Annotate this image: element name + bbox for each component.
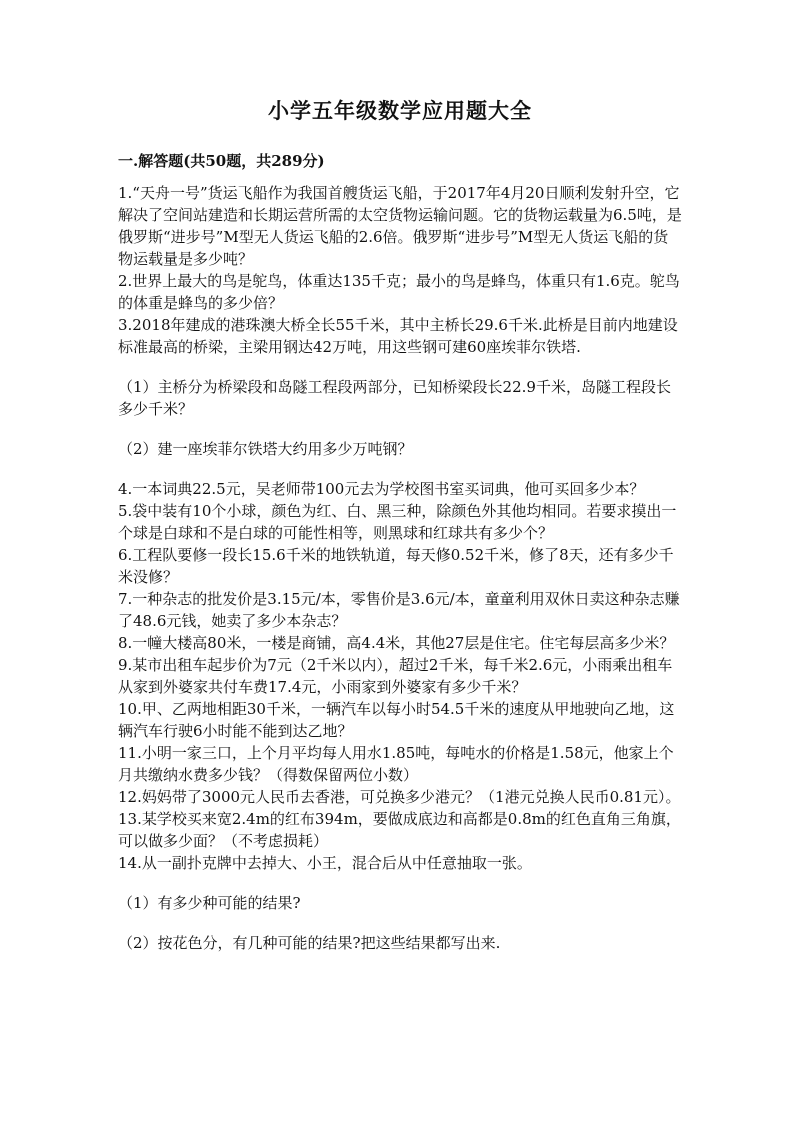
problem-3-sub-question-2: （2）建一座埃菲尔铁塔大约用多少万吨钢？ xyxy=(118,440,413,458)
problem-3-sub-question-1: （1）主桥分为桥梁段和岛隧工程段两部分，已知桥梁段长22.9千米，岛隧工程段长多少千米？ xyxy=(118,378,671,418)
problem-6: 6.工程队要修一段长15.6千米的地铁轨道，每天修0.52千米，修了8天，还有多少千米没修？ xyxy=(118,546,674,586)
problem-4: 4.一本词典22.5元，吴老师带100元去为学校图书室买词典，他可买回多少本？ xyxy=(118,480,645,498)
problem-12: 12.妈妈带了3000元人民币去香港，可兑换多少港元？（1港元兑换人民币0.81元）。 xyxy=(118,788,681,806)
problem-11: 11.小明一家三口，上个月平均每人用水1.85吨，每吨水的价格是1.58元，他家上个月共缴纳水费多少钱？（得数保留两位小数） xyxy=(118,744,674,784)
problem-8: 8.一幢大楼高80米，一楼是商铺，高4.4米，其他27层是住宅。住宅每层高多少米？ xyxy=(118,634,675,652)
problem-2: 2.世界上最大的鸟是鸵鸟，体重达135千克；最小的鸟是蜂鸟，体重只有1.6克。鸵鸟的体重是蜂鸟的多少倍？ xyxy=(118,272,680,312)
problem-1: 1.“天舟一号”货运飞船作为我国首艘货运飞船，于2017年4月20日顺利发射升空，它解决了空间站建造和长期运营所需的太空货物运输问题。它的货物运载量为6.5吨，是俄罗斯“进步号”M型无人货运飞船的2.6倍。俄罗斯“进步号”M型无人货运飞船的货物运载量是多少吨？ xyxy=(118,184,682,268)
problem-10: 10.甲、乙两地相距30千米，一辆汽车以每小时54.5千米的速度从甲地驶向乙地，这辆汽车行驶6小时能不能到达乙地？ xyxy=(118,700,675,740)
problem-7: 7.一种杂志的批发价是3.15元/本，零售价是3.6元/本，童童利用双休日卖这种杂志赚了48.6元钱，她卖了多少本杂志？ xyxy=(118,590,680,630)
problem-9: 9.某市出租车起步价为7元（2千米以内），超过2千米，每千米2.6元，小雨乘出租车从家到外婆家共付车费17.4元，小雨家到外婆家有多少千米？ xyxy=(118,656,673,696)
problem-13: 13.某学校买来宽2.4m的红布394m，要做成底边和高都是0.8m的红色直角三角旗，可以做多少面？（不考虑损耗） xyxy=(118,810,681,850)
problem-14-sub-question-1: （1）有多少种可能的结果? xyxy=(118,894,301,912)
section-heading: 一.解答题(共50题，共289分) xyxy=(118,152,325,170)
problem-14: 14.从一副扑克牌中去掉大、小王，混合后从中任意抽取一张。 xyxy=(118,854,532,872)
problem-14-sub-question-2: （2）按花色分，有几种可能的结果?把这些结果都写出来. xyxy=(118,934,501,952)
problem-list xyxy=(118,182,682,972)
problem-5: 5.袋中装有10个小球，颜色为红、白、黑三种，除颜色外其他均相同。若要求摸出一个球是白球和不是白球的可能性相等，则黑球和红球共有多少个？ xyxy=(118,502,677,542)
problem-3: 3.2018年建成的港珠澳大桥全长55千米，其中主桥长29.6千米.此桥是目前内地建设标准最高的桥梁，主梁用钢达42万吨，用这些钢可建60座埃菲尔铁塔. xyxy=(118,316,678,356)
page-title: 小学五年级数学应用题大全 xyxy=(268,98,532,123)
